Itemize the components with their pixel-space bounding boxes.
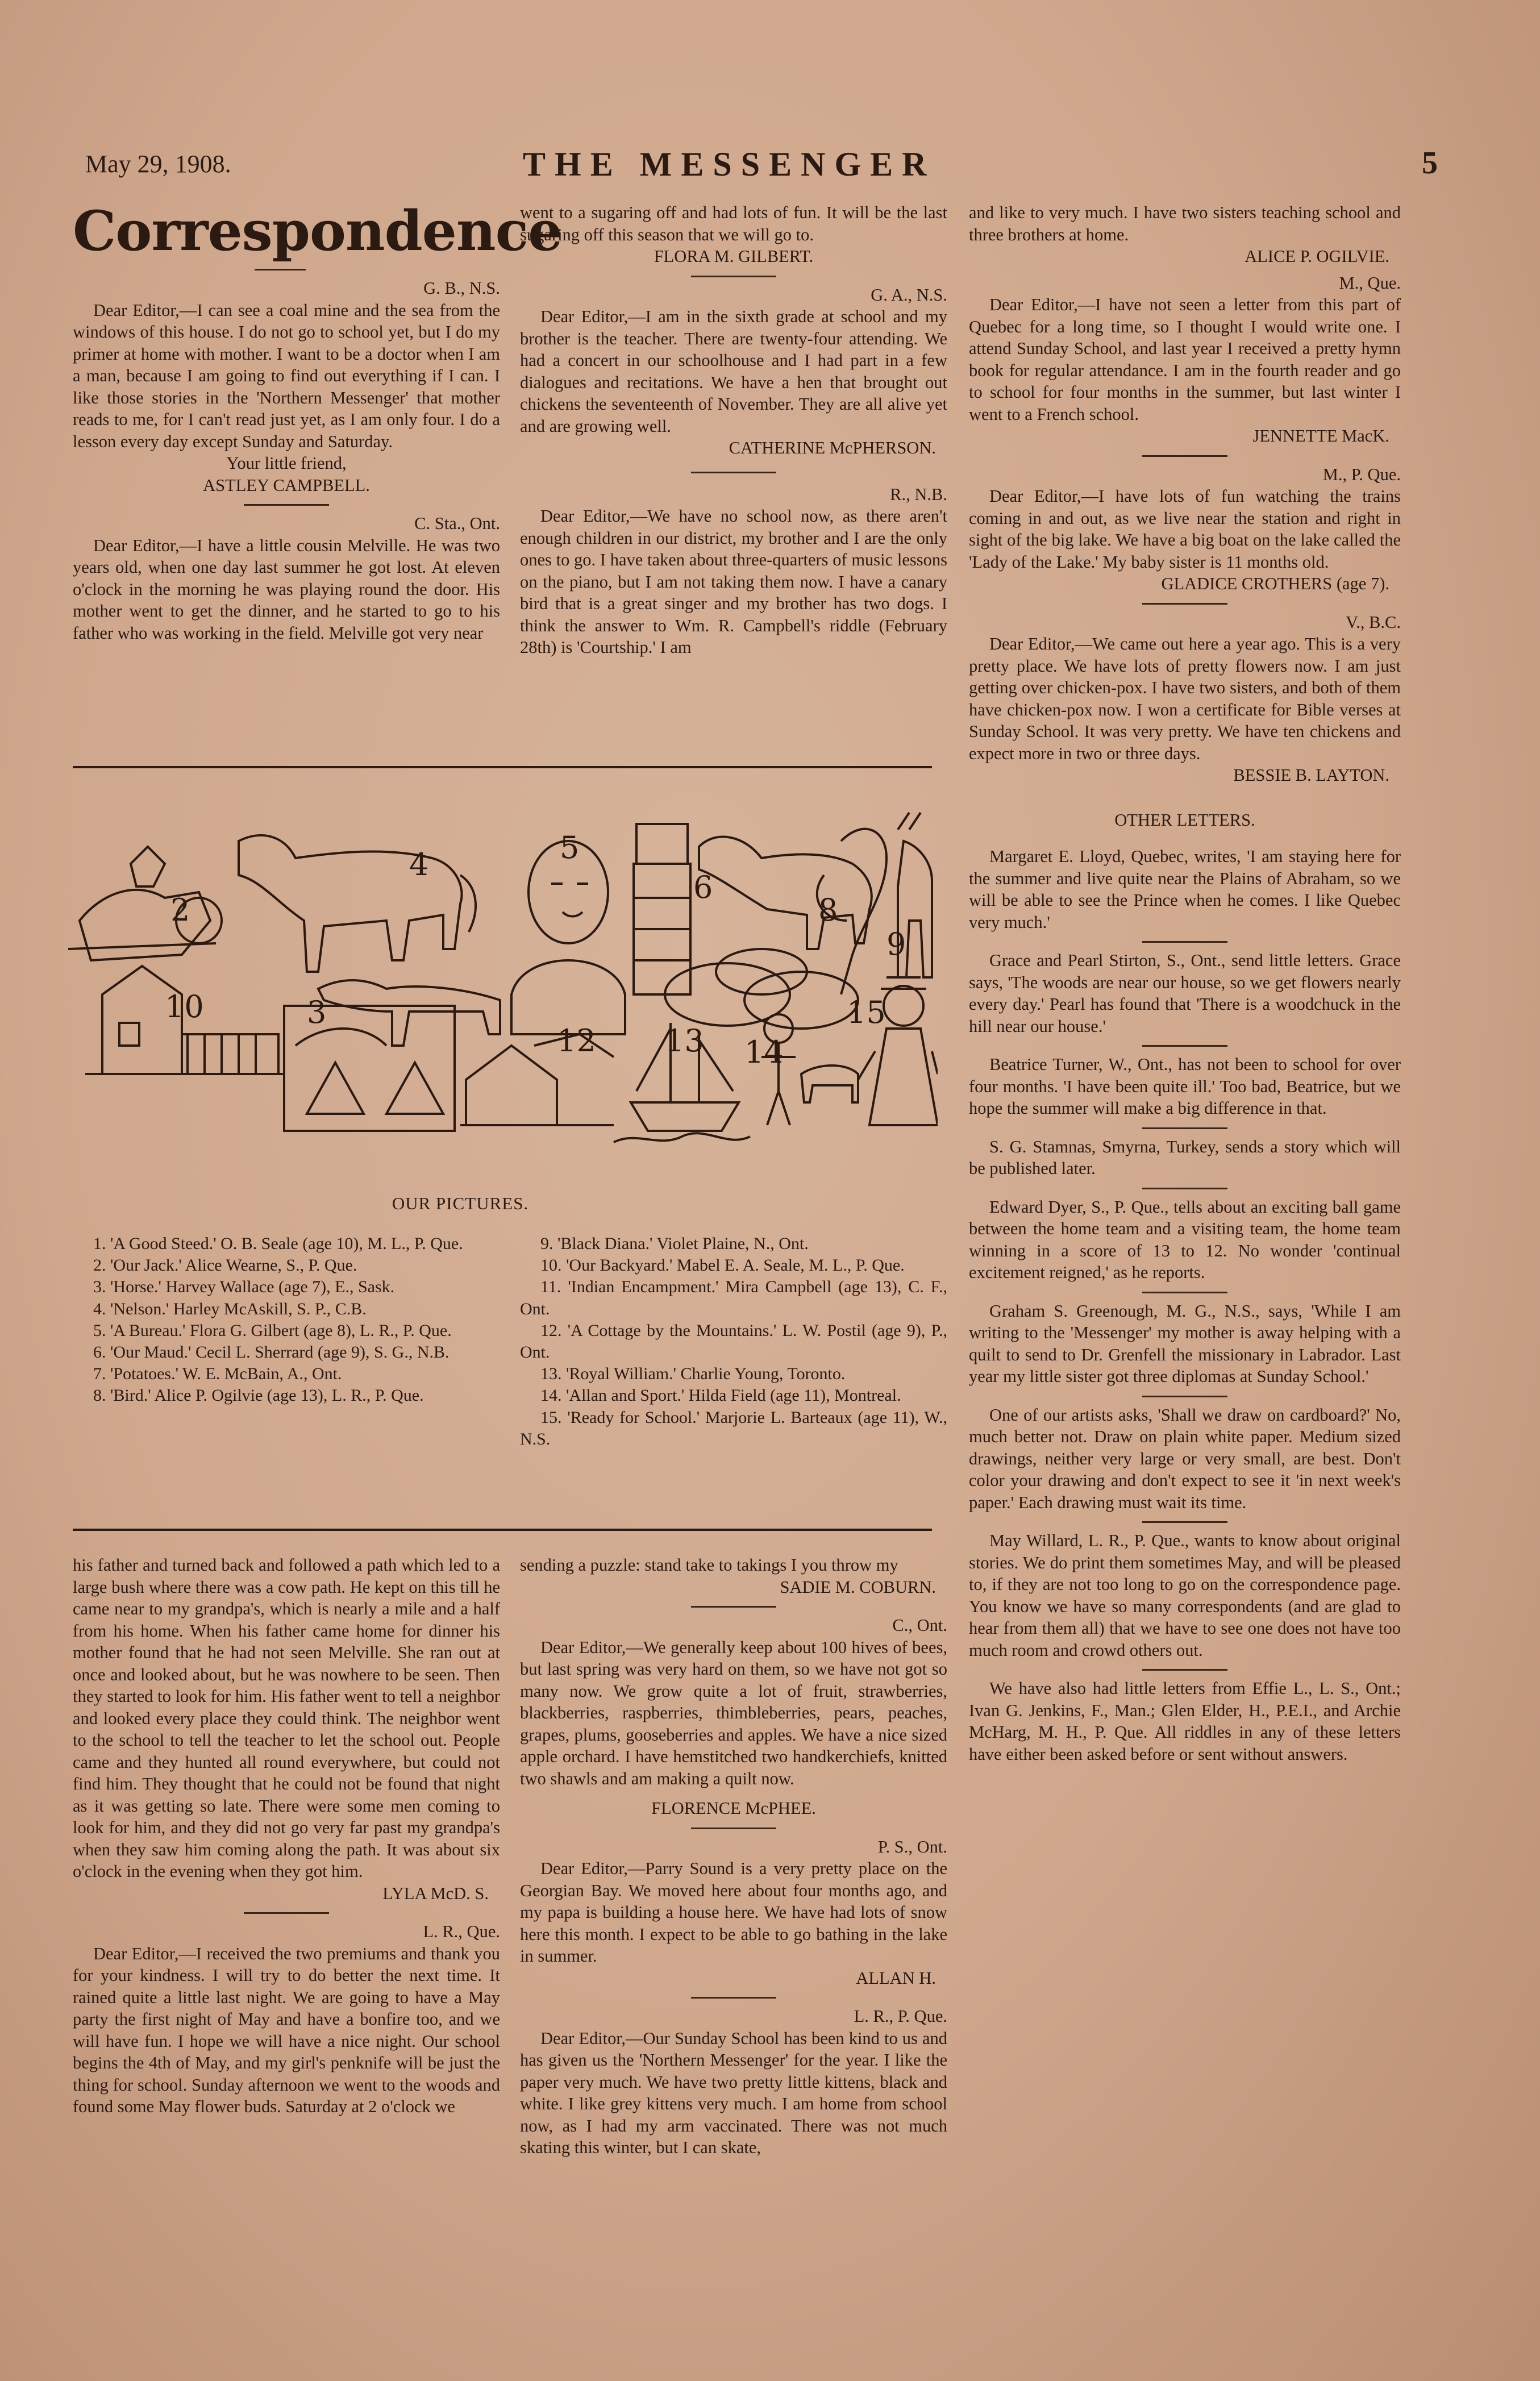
picture-number-label: 6 bbox=[693, 869, 713, 905]
column-2-bottom bbox=[520, 1554, 947, 2159]
other-letter: Edward Dyer, S., P. Que., tells about an exciting ball game between the home team and a visiting team, the home team winning in a score of 13 to 12. No wonder 'continual excitement reigned,' as he reports. bbox=[969, 1197, 1401, 1282]
divider bbox=[691, 472, 776, 473]
divider bbox=[1142, 1396, 1227, 1397]
picture-number-label: 2 bbox=[170, 892, 190, 928]
other-letters-heading: OTHER LETTERS. bbox=[1114, 810, 1255, 830]
letter-location: L. R., P. Que. bbox=[854, 2007, 947, 2026]
letter-location: P. S., Ont. bbox=[877, 1837, 947, 1856]
letter-signature: GLADICE CROTHERS (age 7). bbox=[1161, 574, 1389, 593]
divider bbox=[1142, 1521, 1227, 1523]
other-letter: May Willard, L. R., P. Que., wants to know about original stories. We do print them sometimes May, and will be pleased to, if they are not too long to go on the correspondence page. You know we have so many correspondents (and are glad to hear from them all) that we have to see one does not have too much room and crowd others out. bbox=[969, 1531, 1401, 1660]
pictures-list-right bbox=[520, 1233, 947, 1450]
divider bbox=[691, 276, 776, 277]
other-letter: Margaret E. Lloyd, Quebec, writes, 'I am staying here for the summer and live quite near the Plains of Abraham, so we will be able to see the Prince when he comes. I like Quebec very much.' bbox=[969, 847, 1401, 932]
readers-drawings-illustration bbox=[68, 807, 938, 1159]
letter-body: went to a sugaring off and had lots of fun. It will be the last sugaring off this season that we will go to. bbox=[520, 203, 947, 244]
letter-body: Dear Editor,—I have not seen a letter from this part of Quebec for a long time, so I thought I would write one. I attend Sunday School, and last year I received a pretty hymn book for regular attendance. I am in the fourth reader and go to school for four months in the summer, but last winter I went to a French school. bbox=[969, 295, 1401, 424]
section-heading: Correspondence bbox=[73, 199, 563, 263]
picture-credit: 7. 'Potatoes.' W. E. McBain, A., Ont. bbox=[93, 1364, 342, 1384]
picture-number-label: 9 bbox=[886, 926, 906, 962]
letter-signature: LYLA McD. S. bbox=[382, 1883, 489, 1903]
letter-body: Dear Editor,—I have a little cousin Melville. He was two years old, when one day last summer he got lost. At eleven o'clock in the morning he was playing round the door. His mother went to get the dinner, and he started to go to his father who was working in the field. Melville got very near bbox=[73, 535, 500, 643]
picture-credit: 2. 'Our Jack.' Alice Wearne, S., P. Que. bbox=[93, 1256, 357, 1275]
divider bbox=[1142, 455, 1227, 457]
column-1-top bbox=[73, 199, 563, 644]
letter-signature: FLORENCE McPHEE. bbox=[651, 1799, 816, 1818]
letter-signature: JENNETTE MacK. bbox=[1252, 426, 1389, 446]
picture-number-label: 15 bbox=[847, 994, 886, 1030]
letter-body: Dear Editor,—I am in the sixth grade at school and my brother is the teacher. There are twenty-four attending. We had a concert in our schoolhouse and I had part in a few dialogues and recitations. We have a hen that brought out chickens the seventeenth of November. They are all alive yet and are growing well. bbox=[520, 307, 947, 436]
letter-closing: Your little friend, bbox=[226, 453, 347, 473]
maud-horse-drawing bbox=[699, 837, 872, 949]
picture-credit: 5. 'A Bureau.' Flora G. Gilbert (age 8), L. R., P. Que. bbox=[93, 1321, 452, 1340]
divider bbox=[244, 1912, 329, 1914]
section-rule bbox=[73, 766, 932, 768]
letter-body: his father and turned back and followed a path which led to a large bush where there was a cow path. He kept on this till he came near to my grandpa's, which is nearly a mile and a half from his home. When his father came home for dinner his mother found that he had not seen Melville. She ran out at once and looked about, but he was nowhere to be seen. Then they started to look for him. His father went to tell a neighbor and looked every place they could think. The neighbor went to the school to tell the teacher to let the school out. People came and they hunted all round everywhere, but could not find him. They thought that he could not be found that night as it was getting so late. There were some men coming to look for him, and they did not go very far past my grandpa's when they saw him coming along the path. It was about six o'clock in the evening when they got him. bbox=[73, 1555, 500, 1881]
picture-credit: 1. 'A Good Steed.' O. B. Seale (age 10), M. L., P. Que. bbox=[93, 1234, 463, 1253]
picture-credit: 13. 'Royal William.' Charlie Young, Toronto. bbox=[540, 1364, 846, 1384]
picture-credit: 8. 'Bird.' Alice P. Ogilvie (age 13), L. R., P. Que. bbox=[93, 1386, 424, 1405]
potatoes-drawing bbox=[665, 949, 858, 1029]
picture-credit: 6. 'Our Maud.' Cecil L. Sherrard (age 9), S. G., N.B. bbox=[93, 1343, 449, 1362]
other-letter: S. G. Stamnas, Smyrna, Turkey, sends a story which will be published later. bbox=[969, 1137, 1401, 1178]
divider bbox=[1142, 603, 1227, 605]
letter-location: M., Que. bbox=[1339, 273, 1401, 293]
letter-location: C., Ont. bbox=[892, 1616, 947, 1635]
letter-location: L. R., Que. bbox=[423, 1922, 500, 1941]
pictures-caption: OUR PICTURES. bbox=[392, 1193, 529, 1213]
bureau-drawing bbox=[634, 824, 690, 994]
issue-date: May 29, 1908. bbox=[85, 150, 231, 178]
letter-signature: ALICE P. OGILVIE. bbox=[1245, 247, 1389, 266]
drawings-svg bbox=[68, 807, 938, 1159]
small-horse-drawing bbox=[318, 980, 500, 1046]
picture-credit: 10. 'Our Backyard.' Mabel E. A. Seale, M. L., P. Que. bbox=[540, 1256, 905, 1275]
letter-location: R., N.B. bbox=[890, 484, 947, 504]
picture-credit: 4. 'Nelson.' Harley McAskill, S. P., C.B. bbox=[93, 1299, 367, 1318]
divider bbox=[255, 269, 306, 270]
other-letter: One of our artists asks, 'Shall we draw on cardboard?' No, much better not. Draw on plain white paper. Medium sized drawings, neither very large or very small, are best. Don't color your drawing and don't expect to see it 'in next week's paper.' Each drawing must wait its time. bbox=[969, 1405, 1401, 1512]
column-2-top bbox=[520, 202, 947, 659]
divider bbox=[1142, 1669, 1227, 1671]
picture-number-label: 12 bbox=[557, 1023, 596, 1059]
picture-credit: 11. 'Indian Encampment.' Mira Campbell (age 13), C. F., Ont. bbox=[520, 1277, 947, 1318]
letter-location: C. Sta., Ont. bbox=[414, 514, 500, 533]
divider bbox=[1142, 1127, 1227, 1129]
letter-body: Dear Editor,—We generally keep about 100 hives of bees, but last spring was very hard on them, so we have not got so many now. We grow quite a lot of fruit, strawberries, blackberries, raspberries, thimbleberries, pears, peaches, grapes, plums, gooseberries and apples. We have a nice sized apple orchard. I have hemstitched two handkerchiefs, knitted two shawls and am making a quilt now. bbox=[520, 1637, 947, 1788]
portrait-drawing bbox=[511, 841, 625, 1034]
letter-signature: BESSIE B. LAYTON. bbox=[1233, 765, 1389, 785]
column-3 bbox=[969, 202, 1401, 1765]
picture-number-label: 3 bbox=[307, 994, 327, 1030]
other-letter: Grace and Pearl Stirton, S., Ont., send little letters. Grace says, 'The woods are near our house, so we get flowers nearly every day.' Pearl has found that 'There is a woodchuck in the hill near our house.' bbox=[969, 951, 1401, 1036]
picture-credit: 9. 'Black Diana.' Violet Plaine, N., Ont. bbox=[540, 1234, 809, 1253]
letter-location: G. A., N.S. bbox=[871, 285, 947, 305]
divider bbox=[691, 1828, 776, 1829]
divider bbox=[1142, 1292, 1227, 1293]
letter-body: Dear Editor,—We have no school now, as there aren't enough children in our district, my brother and I are the only ones to go. I have taken about three-quarters of music lessons on the piano, but I am not taking them now. I have a canary bird that is a great singer and my brother has two dogs. I think the answer to Wm. R. Campbell's riddle (February 28th) is 'Courtship.' I am bbox=[520, 506, 947, 657]
picture-credit: 3. 'Horse.' Harvey Wallace (age 7), E., Sask. bbox=[93, 1277, 395, 1297]
letter-location: G. B., N.S. bbox=[423, 278, 500, 298]
picture-number-label: 5 bbox=[560, 830, 580, 865]
divider bbox=[1142, 1045, 1227, 1047]
horse-cart-drawing bbox=[68, 847, 222, 960]
letter-body: Dear Editor,—We came out here a year ago. This is a very pretty place. We have lots of pretty flowers now. I am just getting over chicken-pox. I have two sisters, and both of them have chicken-pox now. I won a certificate for Bible verses at Sunday School. It was very pretty. We have ten chickens and expect more in two or three days. bbox=[969, 634, 1401, 763]
divider bbox=[1142, 1188, 1227, 1189]
letter-body: Dear Editor,—Parry Sound is a very pretty place on the Georgian Bay. We moved here about four months ago, and my papa is building a house here. We have had lots of snow here this month. I expect to be able to go bathing in the lake in summer. bbox=[520, 1859, 947, 1966]
letter-body: sending a puzzle: stand take to takings I you throw my bbox=[520, 1555, 898, 1575]
divider bbox=[691, 1606, 776, 1608]
picture-number-label: 13 bbox=[665, 1023, 704, 1059]
letter-body: Dear Editor,—I can see a coal mine and the sea from the windows of this house. I do not go to school yet, but I do my primer at home with mother. I want to be a doctor when I am a man, because I am going to find out everything if I can. I like those stories in the 'Northern Messenger' that mother reads to me, for I can't read just yet, as I am only four. I do a lesson every day except Sunday and Saturday. bbox=[73, 300, 500, 451]
pictures-list-left bbox=[73, 1233, 500, 1407]
divider bbox=[691, 1997, 776, 1999]
letter-body: Dear Editor,—Our Sunday School has been kind to us and has given us the 'Northern Messenger' for the year. I like the paper very much. We have two pretty little kittens, black and white. I like grey kittens very much. I am home from school now, as I had my arm vaccinated. There was not much skating this winter, but I can skate, bbox=[520, 2028, 947, 2157]
page-header bbox=[85, 145, 1438, 185]
other-letter: Graham S. Greenough, M. G., N.S., says, 'While I am writing to the 'Messenger' my mother is away helping with a quilt to send to Dr. Grenfell the missionary in Labrador. Last year my little sister got three diplomas at Sunday School.' bbox=[969, 1301, 1401, 1386]
section-rule bbox=[73, 1529, 932, 1531]
divider bbox=[1142, 941, 1227, 943]
picture-number-label: 8 bbox=[818, 892, 838, 928]
letter-body: Dear Editor,—I have lots of fun watching the trains coming in and out, as we live near the station and right in sight of the big lake. We have a big boat on the lake called the 'Lady of the Lake.' My baby sister is 11 months old. bbox=[969, 486, 1401, 572]
picture-credit: 12. 'A Cottage by the Mountains.' L. W. Postil (age 9), P., Ont. bbox=[520, 1321, 947, 1362]
horse-drawing bbox=[239, 835, 476, 972]
letter-signature: ASTLEY CAMPBELL. bbox=[203, 475, 370, 495]
page-number: 5 bbox=[1422, 145, 1438, 181]
letter-signature: SADIE M. COBURN. bbox=[780, 1577, 936, 1597]
picture-number-label: 14 bbox=[744, 1034, 784, 1070]
picture-number-label: 4 bbox=[409, 847, 429, 883]
other-letter: Beatrice Turner, W., Ont., has not been to school for over four months. 'I have been quite ill.' Too bad, Beatrice, but we hope the summer will make a big difference in that. bbox=[969, 1055, 1401, 1118]
letter-body: Dear Editor,—I received the two premiums and thank you for your kindness. I will try to do better the next time. It rained quite a little last night. We are going to have a May party the first night of May and have a bonfire too, and we will have fun. I hope we will have a nice night. Our school begins the 4th of May, and my girl's penknife will be just the thing for school. Sunday afternoon we went to the woods and found some May flower buds. Saturday at 2 o'clock we bbox=[73, 1943, 500, 2116]
picture-number-label: 10 bbox=[165, 989, 204, 1025]
picture-credit: 14. 'Allan and Sport.' Hilda Field (age 11), Montreal. bbox=[540, 1386, 901, 1405]
letter-signature: ALLAN H. bbox=[856, 1968, 936, 1988]
letter-body: and like to very much. I have two sisters teaching school and three brothers at home. bbox=[969, 203, 1401, 244]
letter-signature: CATHERINE McPHERSON. bbox=[729, 438, 936, 457]
masthead-title: THE MESSENGER bbox=[523, 145, 936, 183]
column-1-bottom bbox=[73, 1554, 500, 2118]
picture-credit: 15. 'Ready for School.' Marjorie L. Barteaux (age 11), W., N.S. bbox=[520, 1408, 947, 1448]
letter-location: V., B.C. bbox=[1346, 612, 1401, 632]
other-letter: We have also had little letters from Effie L., L. S., Ont.; Ivan G. Jenkins, F., Man.; Glen Elder, H., P.E.I., and Archie McHarg, M. H., P. Que. All riddles in any of these letters have either been asked before or sent without answers. bbox=[969, 1679, 1401, 1764]
divider bbox=[244, 504, 329, 506]
letter-location: M., P. Que. bbox=[1322, 464, 1401, 484]
letter-signature: FLORA M. GILBERT. bbox=[654, 247, 814, 266]
